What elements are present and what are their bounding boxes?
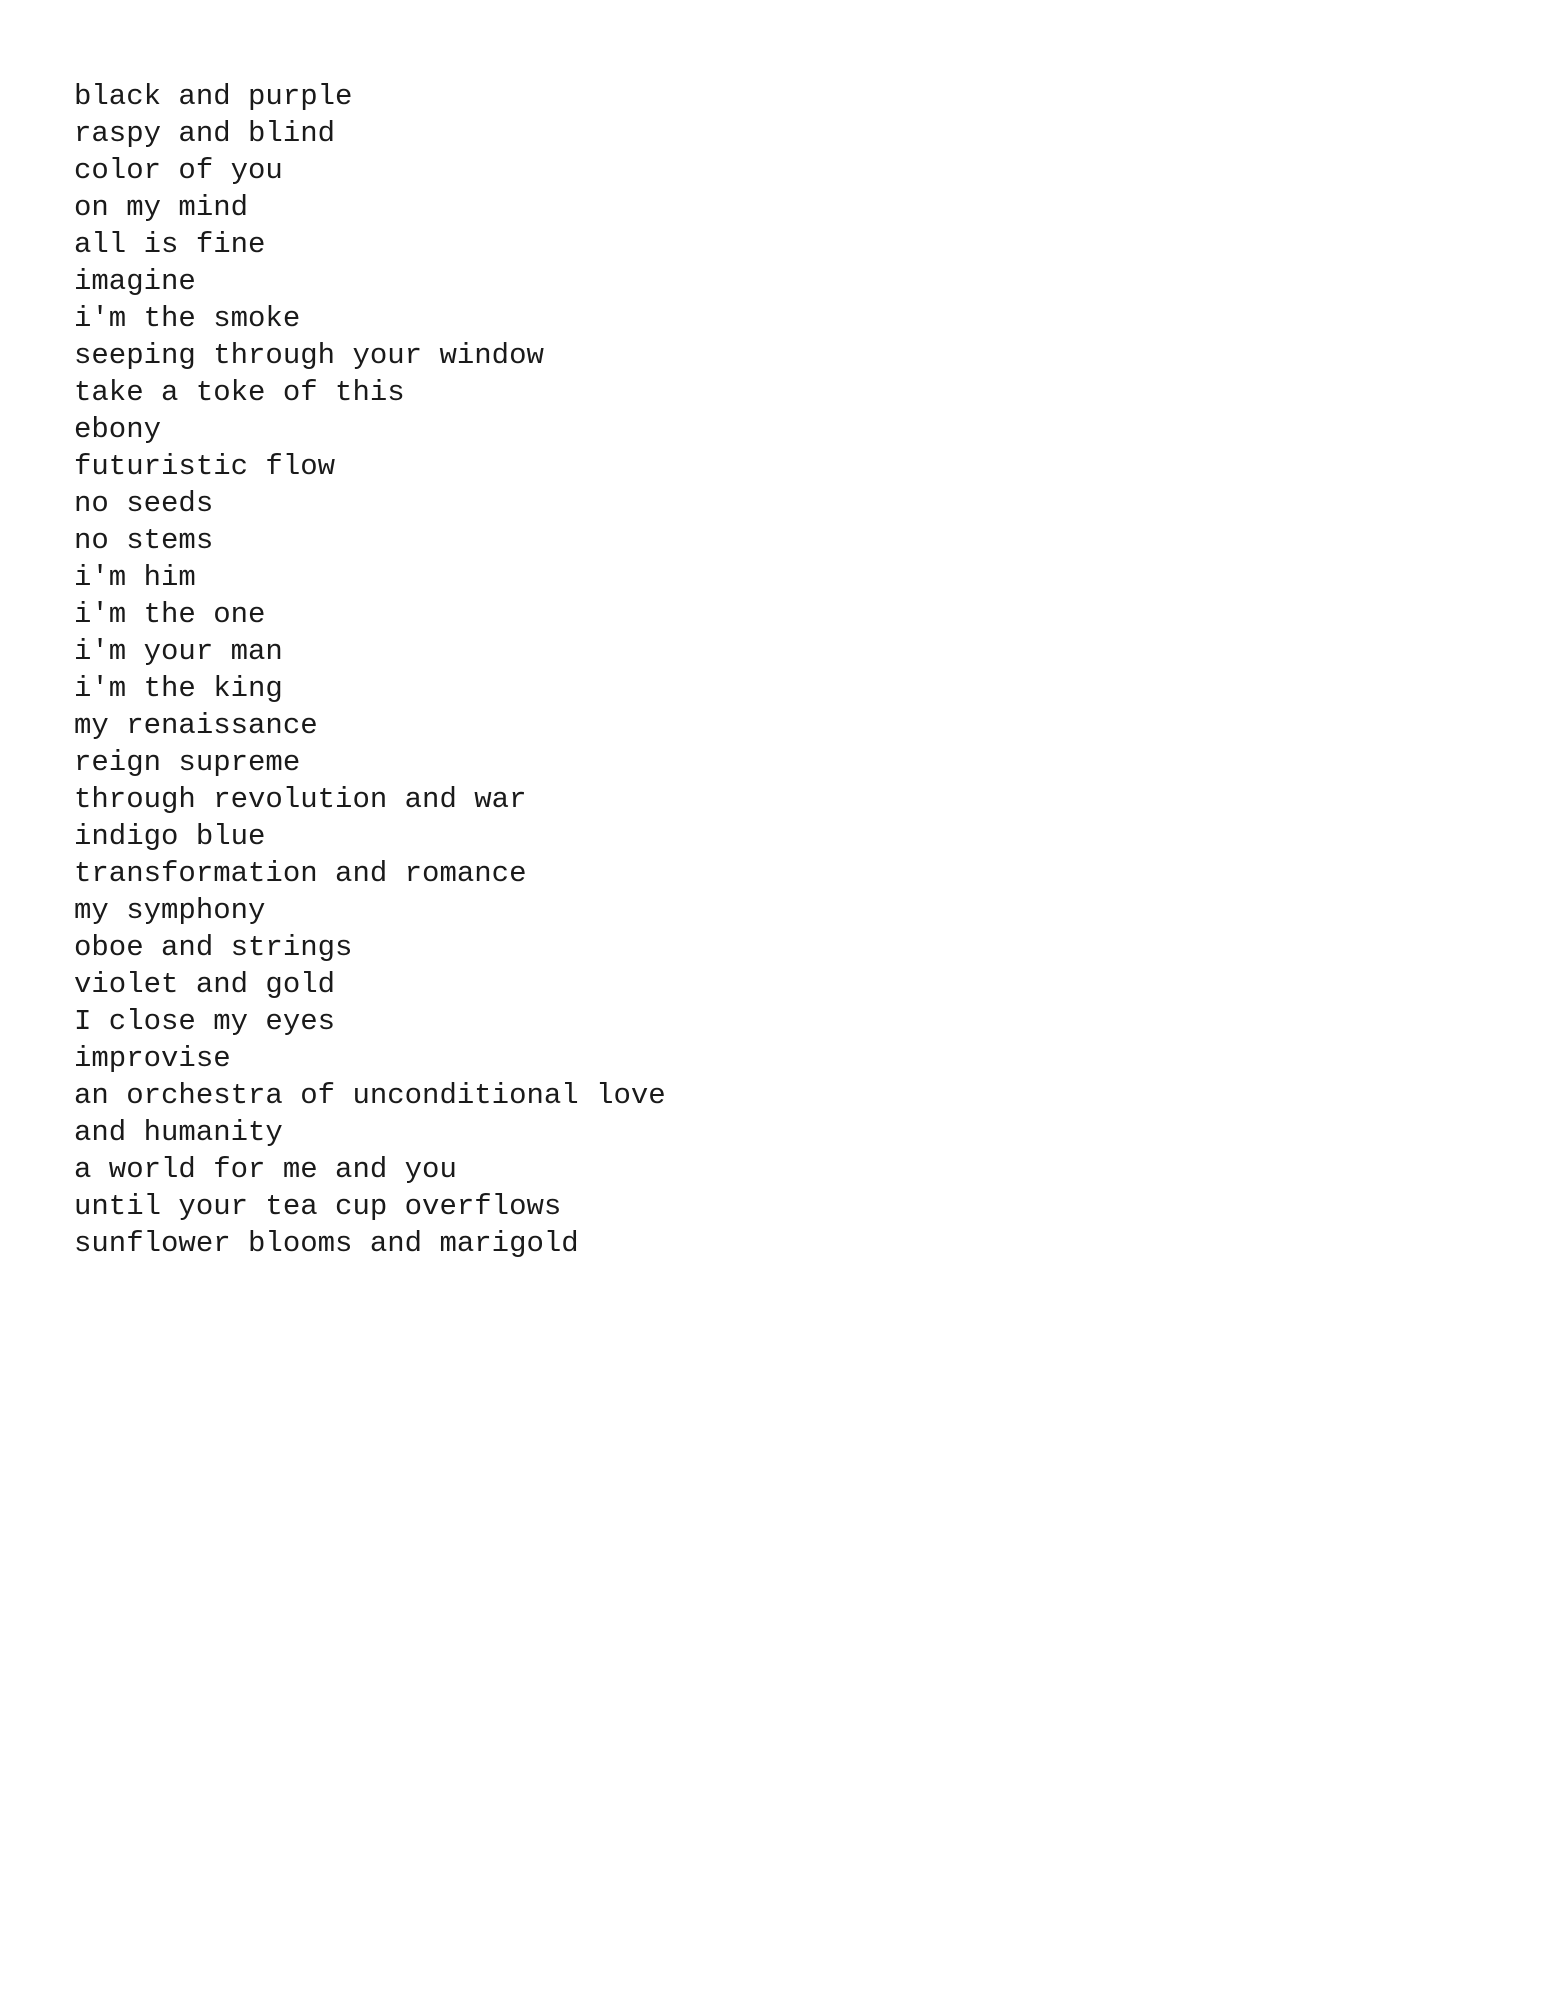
poem-line: an orchestra of unconditional love — [74, 1079, 666, 1112]
poem-line: my symphony — [74, 894, 266, 927]
poem-line: no stems — [74, 524, 214, 557]
poem-line: raspy and blind — [74, 117, 336, 150]
poem-line: reign supreme — [74, 746, 301, 779]
poem-line: seeping through your window — [74, 339, 544, 372]
poem-line: sunflower blooms and marigold — [74, 1227, 579, 1260]
poem-line: i'm your man — [74, 635, 283, 668]
poem-line: i'm the one — [74, 598, 266, 631]
poem-line: futuristic flow — [74, 450, 336, 483]
poem-line: and humanity — [74, 1116, 283, 1149]
poem-line: color of you — [74, 154, 283, 187]
poem-text — [74, 78, 666, 1262]
poem-line: black and purple — [74, 80, 353, 113]
poem-line: i'm the king — [74, 672, 283, 705]
poem-line: take a toke of this — [74, 376, 405, 409]
poem-line: my renaissance — [74, 709, 318, 742]
poem-line: oboe and strings — [74, 931, 353, 964]
poem-line: a world for me and you — [74, 1153, 457, 1186]
poem-line: i'm the smoke — [74, 302, 301, 335]
poem-line: until your tea cup overflows — [74, 1190, 562, 1223]
poem-line: no seeds — [74, 487, 214, 520]
poem-line: indigo blue — [74, 820, 266, 853]
poem-line: transformation and romance — [74, 857, 527, 890]
poem-line: violet and gold — [74, 968, 336, 1001]
poem-line: all is fine — [74, 228, 266, 261]
poem-line: through revolution and war — [74, 783, 527, 816]
poem-line: ebony — [74, 413, 162, 446]
poem-line: i'm him — [74, 561, 196, 594]
poem-line: improvise — [74, 1042, 231, 1075]
poem-line: imagine — [74, 265, 196, 298]
poem-line: I close my eyes — [74, 1005, 336, 1038]
poem-line: on my mind — [74, 191, 249, 224]
